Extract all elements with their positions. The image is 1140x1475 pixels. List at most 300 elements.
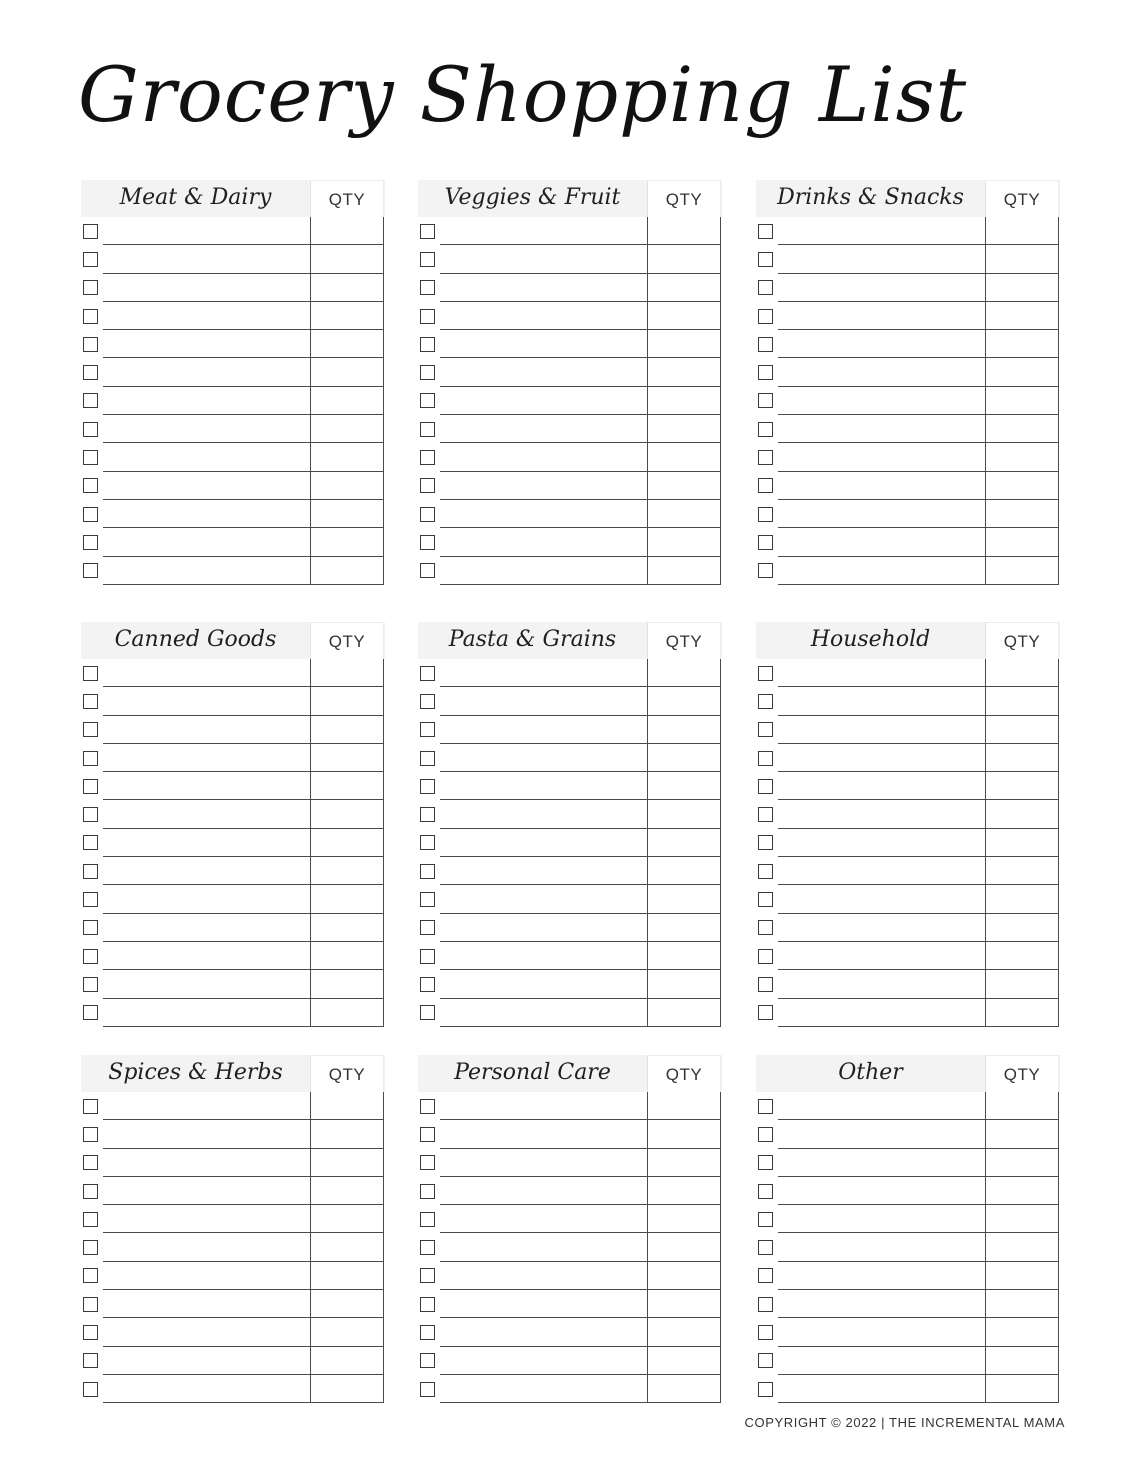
item-name-line[interactable] [103, 1150, 310, 1177]
qty-cell[interactable] [310, 415, 384, 443]
item-name-line[interactable] [440, 1263, 647, 1290]
item-checkbox[interactable] [758, 280, 773, 295]
item-checkbox[interactable] [758, 450, 773, 465]
item-name-line[interactable] [778, 473, 985, 500]
item-name-line[interactable] [778, 717, 985, 744]
item-name-line[interactable] [440, 1320, 647, 1347]
qty-cell[interactable] [310, 217, 384, 245]
qty-cell[interactable] [310, 1262, 384, 1290]
item-name-line[interactable] [440, 745, 647, 772]
item-name-line[interactable] [778, 887, 985, 914]
item-checkbox[interactable] [420, 1382, 435, 1397]
item-name-line[interactable] [440, 915, 647, 942]
item-checkbox[interactable] [758, 422, 773, 437]
qty-cell[interactable] [310, 1318, 384, 1346]
qty-cell[interactable] [647, 772, 721, 800]
qty-cell[interactable] [985, 330, 1059, 358]
item-checkbox[interactable] [758, 393, 773, 408]
item-checkbox[interactable] [758, 1268, 773, 1283]
qty-cell[interactable] [647, 500, 721, 528]
item-name-line[interactable] [778, 689, 985, 716]
qty-cell[interactable] [985, 245, 1059, 273]
item-name-line[interactable] [778, 773, 985, 800]
item-name-line[interactable] [440, 887, 647, 914]
qty-cell[interactable] [985, 687, 1059, 715]
item-checkbox[interactable] [83, 1099, 98, 1114]
qty-cell[interactable] [310, 772, 384, 800]
qty-cell[interactable] [647, 245, 721, 273]
item-name-line[interactable] [778, 745, 985, 772]
qty-cell[interactable] [647, 659, 721, 687]
qty-cell[interactable] [647, 1318, 721, 1346]
item-name-line[interactable] [440, 1122, 647, 1149]
item-name-line[interactable] [440, 802, 647, 829]
item-checkbox[interactable] [758, 892, 773, 907]
item-name-line[interactable] [778, 943, 985, 970]
item-name-line[interactable] [103, 1235, 310, 1262]
item-name-line[interactable] [440, 1150, 647, 1177]
qty-cell[interactable] [985, 472, 1059, 500]
item-checkbox[interactable] [420, 309, 435, 324]
item-name-line[interactable] [778, 1178, 985, 1205]
qty-cell[interactable] [985, 387, 1059, 415]
item-checkbox[interactable] [420, 478, 435, 493]
item-checkbox[interactable] [420, 1240, 435, 1255]
item-name-line[interactable] [778, 1150, 985, 1177]
qty-cell[interactable] [985, 1149, 1059, 1177]
qty-cell[interactable] [985, 1262, 1059, 1290]
item-name-line[interactable] [103, 943, 310, 970]
item-checkbox[interactable] [420, 280, 435, 295]
item-name-line[interactable] [778, 416, 985, 443]
item-name-line[interactable] [103, 1093, 310, 1120]
item-checkbox[interactable] [758, 694, 773, 709]
qty-cell[interactable] [310, 1290, 384, 1318]
item-name-line[interactable] [103, 1206, 310, 1233]
item-checkbox[interactable] [758, 807, 773, 822]
qty-cell[interactable] [310, 528, 384, 556]
item-name-line[interactable] [103, 858, 310, 885]
qty-cell[interactable] [310, 914, 384, 942]
item-name-line[interactable] [440, 830, 647, 857]
item-checkbox[interactable] [420, 835, 435, 850]
qty-cell[interactable] [647, 857, 721, 885]
item-name-line[interactable] [778, 501, 985, 528]
item-checkbox[interactable] [758, 252, 773, 267]
item-name-line[interactable] [440, 972, 647, 999]
item-checkbox[interactable] [758, 563, 773, 578]
item-checkbox[interactable] [420, 1353, 435, 1368]
item-name-line[interactable] [778, 1206, 985, 1233]
qty-cell[interactable] [647, 914, 721, 942]
item-name-line[interactable] [103, 275, 310, 302]
item-name-line[interactable] [103, 972, 310, 999]
item-name-line[interactable] [440, 773, 647, 800]
qty-cell[interactable] [985, 970, 1059, 998]
item-checkbox[interactable] [83, 507, 98, 522]
item-checkbox[interactable] [83, 1005, 98, 1020]
qty-cell[interactable] [985, 302, 1059, 330]
qty-cell[interactable] [647, 885, 721, 913]
item-checkbox[interactable] [83, 1155, 98, 1170]
item-name-line[interactable] [778, 445, 985, 472]
qty-cell[interactable] [647, 1290, 721, 1318]
item-name-line[interactable] [440, 501, 647, 528]
item-name-line[interactable] [440, 558, 647, 585]
item-name-line[interactable] [440, 1000, 647, 1027]
item-checkbox[interactable] [420, 751, 435, 766]
item-name-line[interactable] [440, 416, 647, 443]
qty-cell[interactable] [985, 1233, 1059, 1261]
item-name-line[interactable] [440, 943, 647, 970]
qty-cell[interactable] [647, 358, 721, 386]
item-name-line[interactable] [778, 972, 985, 999]
item-checkbox[interactable] [420, 393, 435, 408]
item-checkbox[interactable] [420, 1325, 435, 1340]
item-name-line[interactable] [778, 530, 985, 557]
item-name-line[interactable] [440, 660, 647, 687]
item-checkbox[interactable] [758, 478, 773, 493]
qty-cell[interactable] [647, 829, 721, 857]
item-checkbox[interactable] [758, 1297, 773, 1312]
item-checkbox[interactable] [83, 694, 98, 709]
item-name-line[interactable] [103, 530, 310, 557]
qty-cell[interactable] [647, 999, 721, 1027]
item-name-line[interactable] [103, 745, 310, 772]
item-checkbox[interactable] [83, 535, 98, 550]
qty-cell[interactable] [310, 472, 384, 500]
item-name-line[interactable] [440, 445, 647, 472]
item-checkbox[interactable] [83, 280, 98, 295]
item-checkbox[interactable] [83, 1297, 98, 1312]
qty-cell[interactable] [310, 942, 384, 970]
item-checkbox[interactable] [83, 1127, 98, 1142]
item-checkbox[interactable] [758, 1382, 773, 1397]
qty-cell[interactable] [647, 387, 721, 415]
qty-cell[interactable] [985, 1290, 1059, 1318]
item-name-line[interactable] [440, 275, 647, 302]
qty-cell[interactable] [647, 274, 721, 302]
item-name-line[interactable] [778, 1376, 985, 1403]
item-checkbox[interactable] [83, 779, 98, 794]
item-name-line[interactable] [778, 1093, 985, 1120]
qty-cell[interactable] [985, 358, 1059, 386]
item-checkbox[interactable] [420, 365, 435, 380]
item-name-line[interactable] [778, 360, 985, 387]
qty-cell[interactable] [985, 274, 1059, 302]
item-name-line[interactable] [103, 247, 310, 274]
item-name-line[interactable] [778, 1320, 985, 1347]
item-checkbox[interactable] [83, 1268, 98, 1283]
qty-cell[interactable] [647, 472, 721, 500]
qty-cell[interactable] [985, 443, 1059, 471]
qty-cell[interactable] [647, 1262, 721, 1290]
item-checkbox[interactable] [758, 977, 773, 992]
item-checkbox[interactable] [758, 1325, 773, 1340]
qty-cell[interactable] [985, 528, 1059, 556]
item-checkbox[interactable] [83, 864, 98, 879]
qty-cell[interactable] [647, 970, 721, 998]
item-name-line[interactable] [103, 445, 310, 472]
item-checkbox[interactable] [420, 422, 435, 437]
item-name-line[interactable] [103, 1000, 310, 1027]
qty-cell[interactable] [310, 1177, 384, 1205]
item-name-line[interactable] [440, 1206, 647, 1233]
qty-cell[interactable] [647, 744, 721, 772]
item-name-line[interactable] [103, 689, 310, 716]
item-checkbox[interactable] [420, 1005, 435, 1020]
item-name-line[interactable] [778, 275, 985, 302]
qty-cell[interactable] [310, 829, 384, 857]
item-name-line[interactable] [440, 247, 647, 274]
item-checkbox[interactable] [420, 1212, 435, 1227]
item-checkbox[interactable] [758, 337, 773, 352]
item-checkbox[interactable] [758, 1155, 773, 1170]
qty-cell[interactable] [310, 1149, 384, 1177]
item-checkbox[interactable] [83, 224, 98, 239]
qty-cell[interactable] [647, 557, 721, 585]
item-name-line[interactable] [440, 1093, 647, 1120]
qty-cell[interactable] [985, 999, 1059, 1027]
item-checkbox[interactable] [420, 666, 435, 681]
item-checkbox[interactable] [83, 1184, 98, 1199]
item-name-line[interactable] [440, 530, 647, 557]
item-checkbox[interactable] [83, 563, 98, 578]
qty-cell[interactable] [985, 1177, 1059, 1205]
qty-cell[interactable] [985, 217, 1059, 245]
item-name-line[interactable] [778, 218, 985, 245]
qty-cell[interactable] [310, 999, 384, 1027]
item-checkbox[interactable] [420, 949, 435, 964]
item-checkbox[interactable] [420, 892, 435, 907]
qty-cell[interactable] [310, 800, 384, 828]
item-checkbox[interactable] [758, 365, 773, 380]
item-checkbox[interactable] [420, 1155, 435, 1170]
qty-cell[interactable] [310, 443, 384, 471]
item-checkbox[interactable] [758, 1127, 773, 1142]
item-checkbox[interactable] [420, 779, 435, 794]
item-name-line[interactable] [440, 303, 647, 330]
qty-cell[interactable] [310, 857, 384, 885]
item-checkbox[interactable] [83, 892, 98, 907]
item-name-line[interactable] [778, 858, 985, 885]
qty-cell[interactable] [647, 217, 721, 245]
item-checkbox[interactable] [758, 722, 773, 737]
item-checkbox[interactable] [758, 1005, 773, 1020]
item-checkbox[interactable] [758, 835, 773, 850]
item-name-line[interactable] [440, 388, 647, 415]
item-checkbox[interactable] [758, 224, 773, 239]
qty-cell[interactable] [985, 829, 1059, 857]
qty-cell[interactable] [985, 1318, 1059, 1346]
qty-cell[interactable] [985, 415, 1059, 443]
item-checkbox[interactable] [83, 478, 98, 493]
qty-cell[interactable] [985, 1120, 1059, 1148]
item-name-line[interactable] [778, 1348, 985, 1375]
item-name-line[interactable] [103, 1263, 310, 1290]
item-name-line[interactable] [778, 660, 985, 687]
qty-cell[interactable] [310, 659, 384, 687]
qty-cell[interactable] [985, 557, 1059, 585]
qty-cell[interactable] [310, 302, 384, 330]
item-checkbox[interactable] [83, 1240, 98, 1255]
qty-cell[interactable] [310, 1205, 384, 1233]
item-name-line[interactable] [440, 1348, 647, 1375]
qty-cell[interactable] [647, 302, 721, 330]
item-name-line[interactable] [778, 388, 985, 415]
qty-cell[interactable] [310, 1092, 384, 1120]
qty-cell[interactable] [647, 443, 721, 471]
item-checkbox[interactable] [420, 1184, 435, 1199]
item-checkbox[interactable] [83, 1353, 98, 1368]
item-name-line[interactable] [103, 1320, 310, 1347]
qty-cell[interactable] [647, 1233, 721, 1261]
qty-cell[interactable] [310, 885, 384, 913]
item-name-line[interactable] [440, 858, 647, 885]
item-name-line[interactable] [440, 717, 647, 744]
item-checkbox[interactable] [420, 337, 435, 352]
qty-cell[interactable] [647, 415, 721, 443]
item-checkbox[interactable] [420, 1127, 435, 1142]
item-name-line[interactable] [103, 1348, 310, 1375]
item-name-line[interactable] [778, 331, 985, 358]
item-name-line[interactable] [778, 915, 985, 942]
qty-cell[interactable] [310, 970, 384, 998]
item-name-line[interactable] [103, 1291, 310, 1318]
item-checkbox[interactable] [758, 751, 773, 766]
item-name-line[interactable] [778, 247, 985, 274]
qty-cell[interactable] [310, 358, 384, 386]
item-name-line[interactable] [440, 331, 647, 358]
item-checkbox[interactable] [420, 807, 435, 822]
item-name-line[interactable] [103, 473, 310, 500]
item-checkbox[interactable] [83, 835, 98, 850]
item-checkbox[interactable] [83, 751, 98, 766]
qty-cell[interactable] [310, 744, 384, 772]
item-name-line[interactable] [440, 360, 647, 387]
item-name-line[interactable] [103, 416, 310, 443]
item-checkbox[interactable] [420, 1099, 435, 1114]
item-name-line[interactable] [440, 1291, 647, 1318]
item-checkbox[interactable] [83, 393, 98, 408]
qty-cell[interactable] [985, 942, 1059, 970]
qty-cell[interactable] [647, 1092, 721, 1120]
item-checkbox[interactable] [420, 1297, 435, 1312]
item-name-line[interactable] [103, 1122, 310, 1149]
item-checkbox[interactable] [83, 666, 98, 681]
qty-cell[interactable] [647, 528, 721, 556]
qty-cell[interactable] [985, 885, 1059, 913]
item-name-line[interactable] [103, 802, 310, 829]
qty-cell[interactable] [310, 1120, 384, 1148]
item-name-line[interactable] [440, 689, 647, 716]
item-checkbox[interactable] [420, 563, 435, 578]
qty-cell[interactable] [310, 1375, 384, 1403]
item-checkbox[interactable] [83, 450, 98, 465]
item-checkbox[interactable] [83, 949, 98, 964]
item-name-line[interactable] [778, 1263, 985, 1290]
item-checkbox[interactable] [758, 1212, 773, 1227]
item-checkbox[interactable] [758, 507, 773, 522]
qty-cell[interactable] [310, 716, 384, 744]
item-name-line[interactable] [103, 388, 310, 415]
qty-cell[interactable] [985, 857, 1059, 885]
qty-cell[interactable] [985, 800, 1059, 828]
item-name-line[interactable] [103, 773, 310, 800]
qty-cell[interactable] [647, 687, 721, 715]
item-name-line[interactable] [103, 915, 310, 942]
qty-cell[interactable] [310, 274, 384, 302]
qty-cell[interactable] [647, 1375, 721, 1403]
qty-cell[interactable] [985, 1375, 1059, 1403]
item-checkbox[interactable] [83, 920, 98, 935]
item-checkbox[interactable] [83, 807, 98, 822]
qty-cell[interactable] [310, 387, 384, 415]
qty-cell[interactable] [985, 744, 1059, 772]
item-checkbox[interactable] [758, 1353, 773, 1368]
item-checkbox[interactable] [758, 949, 773, 964]
item-name-line[interactable] [103, 887, 310, 914]
item-checkbox[interactable] [83, 337, 98, 352]
item-name-line[interactable] [440, 218, 647, 245]
item-name-line[interactable] [103, 717, 310, 744]
item-checkbox[interactable] [420, 224, 435, 239]
item-checkbox[interactable] [420, 694, 435, 709]
item-name-line[interactable] [440, 1376, 647, 1403]
qty-cell[interactable] [310, 687, 384, 715]
item-name-line[interactable] [778, 802, 985, 829]
qty-cell[interactable] [647, 942, 721, 970]
qty-cell[interactable] [985, 1205, 1059, 1233]
qty-cell[interactable] [985, 1347, 1059, 1375]
item-checkbox[interactable] [758, 1099, 773, 1114]
item-name-line[interactable] [778, 558, 985, 585]
item-name-line[interactable] [103, 1376, 310, 1403]
item-checkbox[interactable] [758, 666, 773, 681]
item-checkbox[interactable] [83, 722, 98, 737]
qty-cell[interactable] [310, 557, 384, 585]
item-name-line[interactable] [103, 830, 310, 857]
item-checkbox[interactable] [758, 1184, 773, 1199]
qty-cell[interactable] [310, 1347, 384, 1375]
item-checkbox[interactable] [758, 535, 773, 550]
item-checkbox[interactable] [420, 252, 435, 267]
qty-cell[interactable] [985, 659, 1059, 687]
qty-cell[interactable] [310, 330, 384, 358]
item-checkbox[interactable] [83, 1382, 98, 1397]
item-checkbox[interactable] [420, 1268, 435, 1283]
item-name-line[interactable] [103, 303, 310, 330]
qty-cell[interactable] [310, 500, 384, 528]
item-checkbox[interactable] [420, 920, 435, 935]
qty-cell[interactable] [647, 1149, 721, 1177]
qty-cell[interactable] [647, 330, 721, 358]
item-name-line[interactable] [778, 303, 985, 330]
item-name-line[interactable] [103, 331, 310, 358]
qty-cell[interactable] [310, 1233, 384, 1261]
item-name-line[interactable] [103, 218, 310, 245]
qty-cell[interactable] [985, 500, 1059, 528]
qty-cell[interactable] [647, 1177, 721, 1205]
item-checkbox[interactable] [758, 1240, 773, 1255]
item-name-line[interactable] [778, 1235, 985, 1262]
item-name-line[interactable] [778, 1000, 985, 1027]
item-checkbox[interactable] [420, 450, 435, 465]
item-checkbox[interactable] [83, 252, 98, 267]
item-name-line[interactable] [103, 558, 310, 585]
item-checkbox[interactable] [420, 722, 435, 737]
qty-cell[interactable] [647, 1120, 721, 1148]
